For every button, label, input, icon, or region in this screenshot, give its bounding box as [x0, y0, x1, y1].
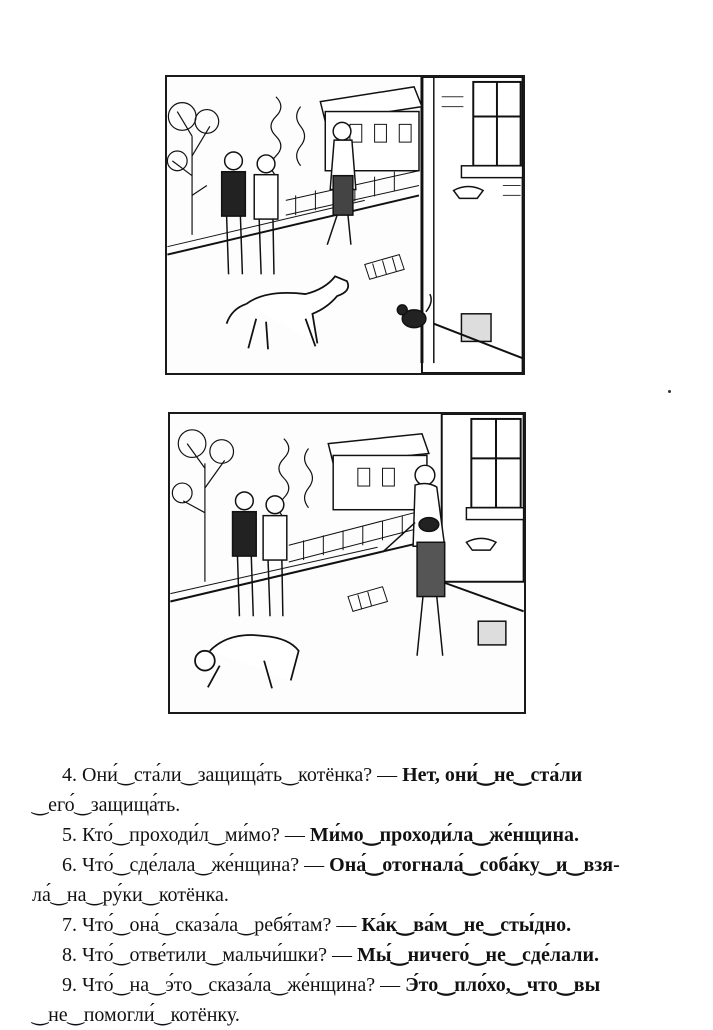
illustration-woman-holding-kitten: [168, 412, 526, 714]
dialogue-item-9: [32, 970, 692, 1030]
question-text: 7. Что́‿она́‿сказа́ла‿ребя́там? —: [62, 914, 362, 936]
dialogue-line-continued: ‿не‿помогли́‿котёнку.: [32, 1004, 240, 1026]
dialogue-item-7: [32, 910, 692, 940]
dialogue-item-4: [32, 760, 692, 820]
answer-text: Нет, они́‿не‿ста́ли: [402, 764, 583, 786]
dialogue-item-8: [32, 940, 692, 970]
question-text: 8. Что́‿отве́тили‿мальчи́шки? —: [62, 944, 358, 966]
dialogue-line: [32, 910, 692, 940]
dialogue-text: [32, 760, 692, 1030]
stray-dot: [668, 390, 671, 393]
question-text: 5. Кто́‿проходи́л‿ми́мо? —: [62, 824, 310, 846]
illustration-dog-chasing-cat: [165, 75, 525, 375]
illustration-2-drawing: [170, 414, 524, 712]
answer-text: Она́‿отогнала́‿соба́ку‿и‿взя-: [329, 854, 620, 876]
dialogue-line-continued: ла́‿на‿ру́ки‿котёнка.: [32, 884, 229, 906]
dialogue-line: [32, 850, 692, 880]
answer-text: Ка́к‿ва́м‿не‿сты́дно.: [361, 914, 572, 936]
dialogue-item-5: [32, 820, 692, 850]
illustration-1-drawing: [167, 77, 523, 373]
dialogue-item-6: [32, 850, 692, 910]
question-text: 9. Что́‿на‿э́то‿сказа́ла‿же́нщина? —: [62, 974, 406, 996]
dialogue-line: [32, 940, 692, 970]
question-text: 6. Что́‿сде́лала‿же́нщина? —: [62, 854, 330, 876]
question-text: 4. Они́‿ста́ли‿защища́ть‿котёнка? —: [62, 764, 403, 786]
answer-text: Э́то‿пло́хо,‿что‿вы: [405, 974, 601, 996]
dialogue-line-continued: ‿его́‿защища́ть.: [32, 794, 181, 816]
answer-text: Мы́‿ничего́‿не‿сде́лали.: [357, 944, 599, 966]
dialogue-line: [32, 970, 692, 1000]
answer-text: Ми́мо‿проходи́ла‿же́нщина.: [309, 824, 579, 846]
dialogue-line: [32, 760, 692, 790]
dialogue-line: [32, 820, 692, 850]
